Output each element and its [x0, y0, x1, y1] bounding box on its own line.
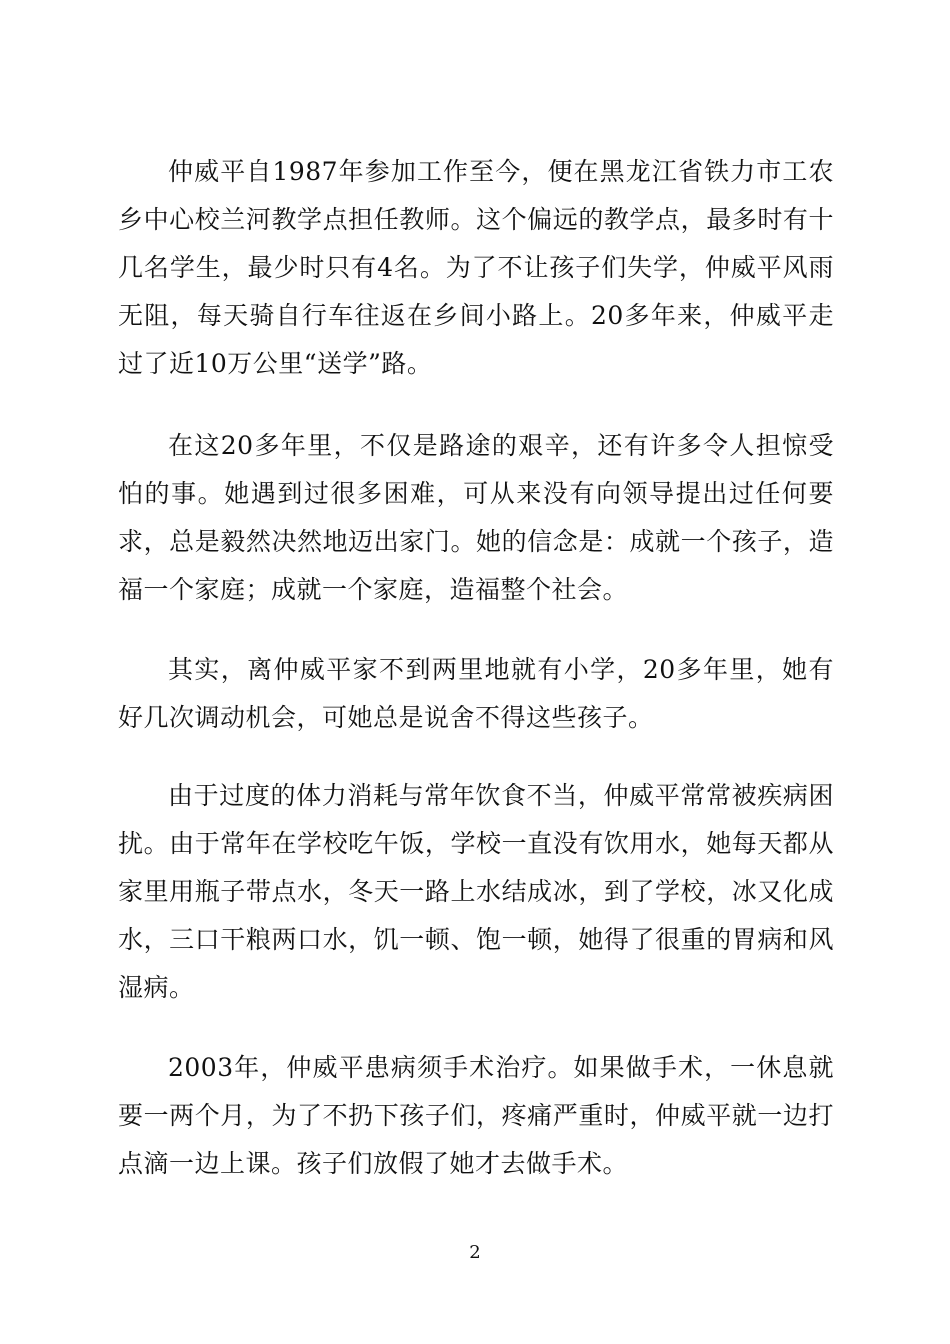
paragraph-1: 仲威平自1987年参加工作至今，便在黑龙江省铁力市工农乡中心校兰河教学点担任教师。这个偏远的教学点，最多时有十几名学生，最少时只有4名。为了不让孩子们失学，仲威平风雨无阻，每天骑自行车往返在乡间小路上。20多年来，仲威平走过了近10万公里“送学”路。 [118, 157, 834, 378]
paragraph-5: 2003年，仲威平患病须手术治疗。如果做手术，一休息就要一两个月，为了不扔下孩子们，疼痛严重时，仲威平就一边打点滴一边上课。孩子们放假了她才去做手术。 [118, 1053, 834, 1178]
page-number: 2 [469, 1242, 481, 1263]
paragraph-3: 其实，离仲威平家不到两里地就有小学，20多年里，她有好几次调动机会，可她总是说舍不得这些孩子。 [118, 655, 834, 732]
paragraph-4: 由于过度的体力消耗与常年饮食不当，仲威平常常被疾病困扰。由于常年在学校吃午饭，学校一直没有饮用水，她每天都从家里用瓶子带点水，冬天一路上水结成冰，到了学校，冰又化成水，三口干粮两口水，饥一顿、饱一顿，她得了很重的胃病和风湿病。 [118, 781, 834, 1002]
paragraph-2: 在这20多年里，不仅是路途的艰辛，还有许多令人担惊受怕的事。她遇到过很多困难，可从来没有向领导提出过任何要求，总是毅然决然地迈出家门。她的信念是：成就一个孩子，造福一个家庭；成就一个家庭，造福整个社会。 [118, 431, 834, 604]
